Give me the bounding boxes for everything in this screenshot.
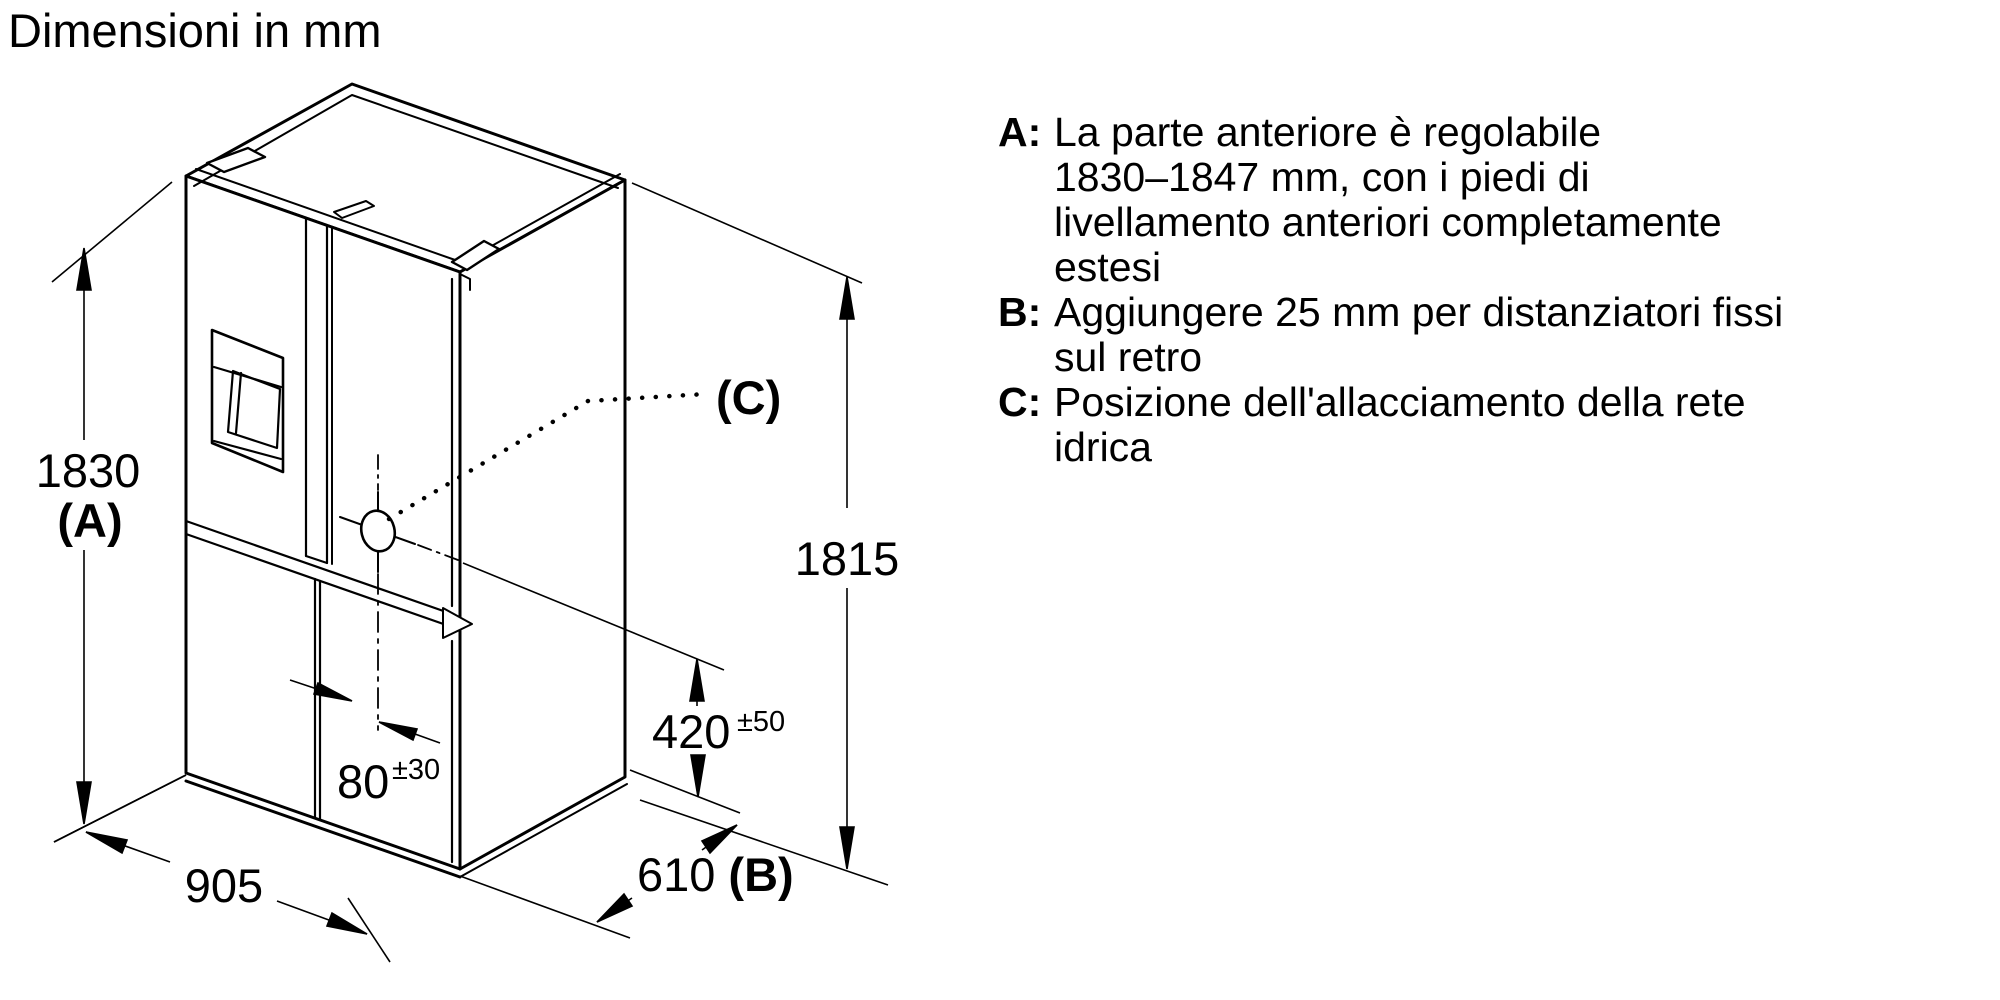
legend xyxy=(998,110,1783,470)
legend-text-a: La parte anteriore è regolabile 1830–1847 mm, con i piedi di livellamento anteriori completamente estesi xyxy=(1054,109,1722,290)
label-80: 80 xyxy=(337,755,390,808)
label-420: 420 xyxy=(652,705,731,758)
label-1830: 1830 xyxy=(35,444,141,497)
legend-key-c: C: xyxy=(998,379,1042,425)
label-1815: 1815 xyxy=(794,532,900,585)
label-610: 610 (B) xyxy=(637,848,794,901)
legend-key-b: B: xyxy=(998,289,1042,335)
label-420-tol: ±50 xyxy=(737,706,786,738)
cabinet-outline xyxy=(186,84,625,869)
label-c-ref: (C) xyxy=(716,371,782,424)
label-1830-ref: (A) xyxy=(57,494,123,547)
fridge-drawing xyxy=(186,84,706,877)
label-80-tol: ±30 xyxy=(392,754,441,786)
page-title: Dimensioni in mm xyxy=(8,4,382,57)
legend-text-b: Aggiungere 25 mm per distanziatori fissi sul retro xyxy=(1054,289,1784,380)
legend-text-c: Posizione dell'allacciamento della rete idrica xyxy=(1054,379,1746,470)
label-905: 905 xyxy=(184,859,264,912)
legend-key-a: A: xyxy=(998,109,1042,155)
